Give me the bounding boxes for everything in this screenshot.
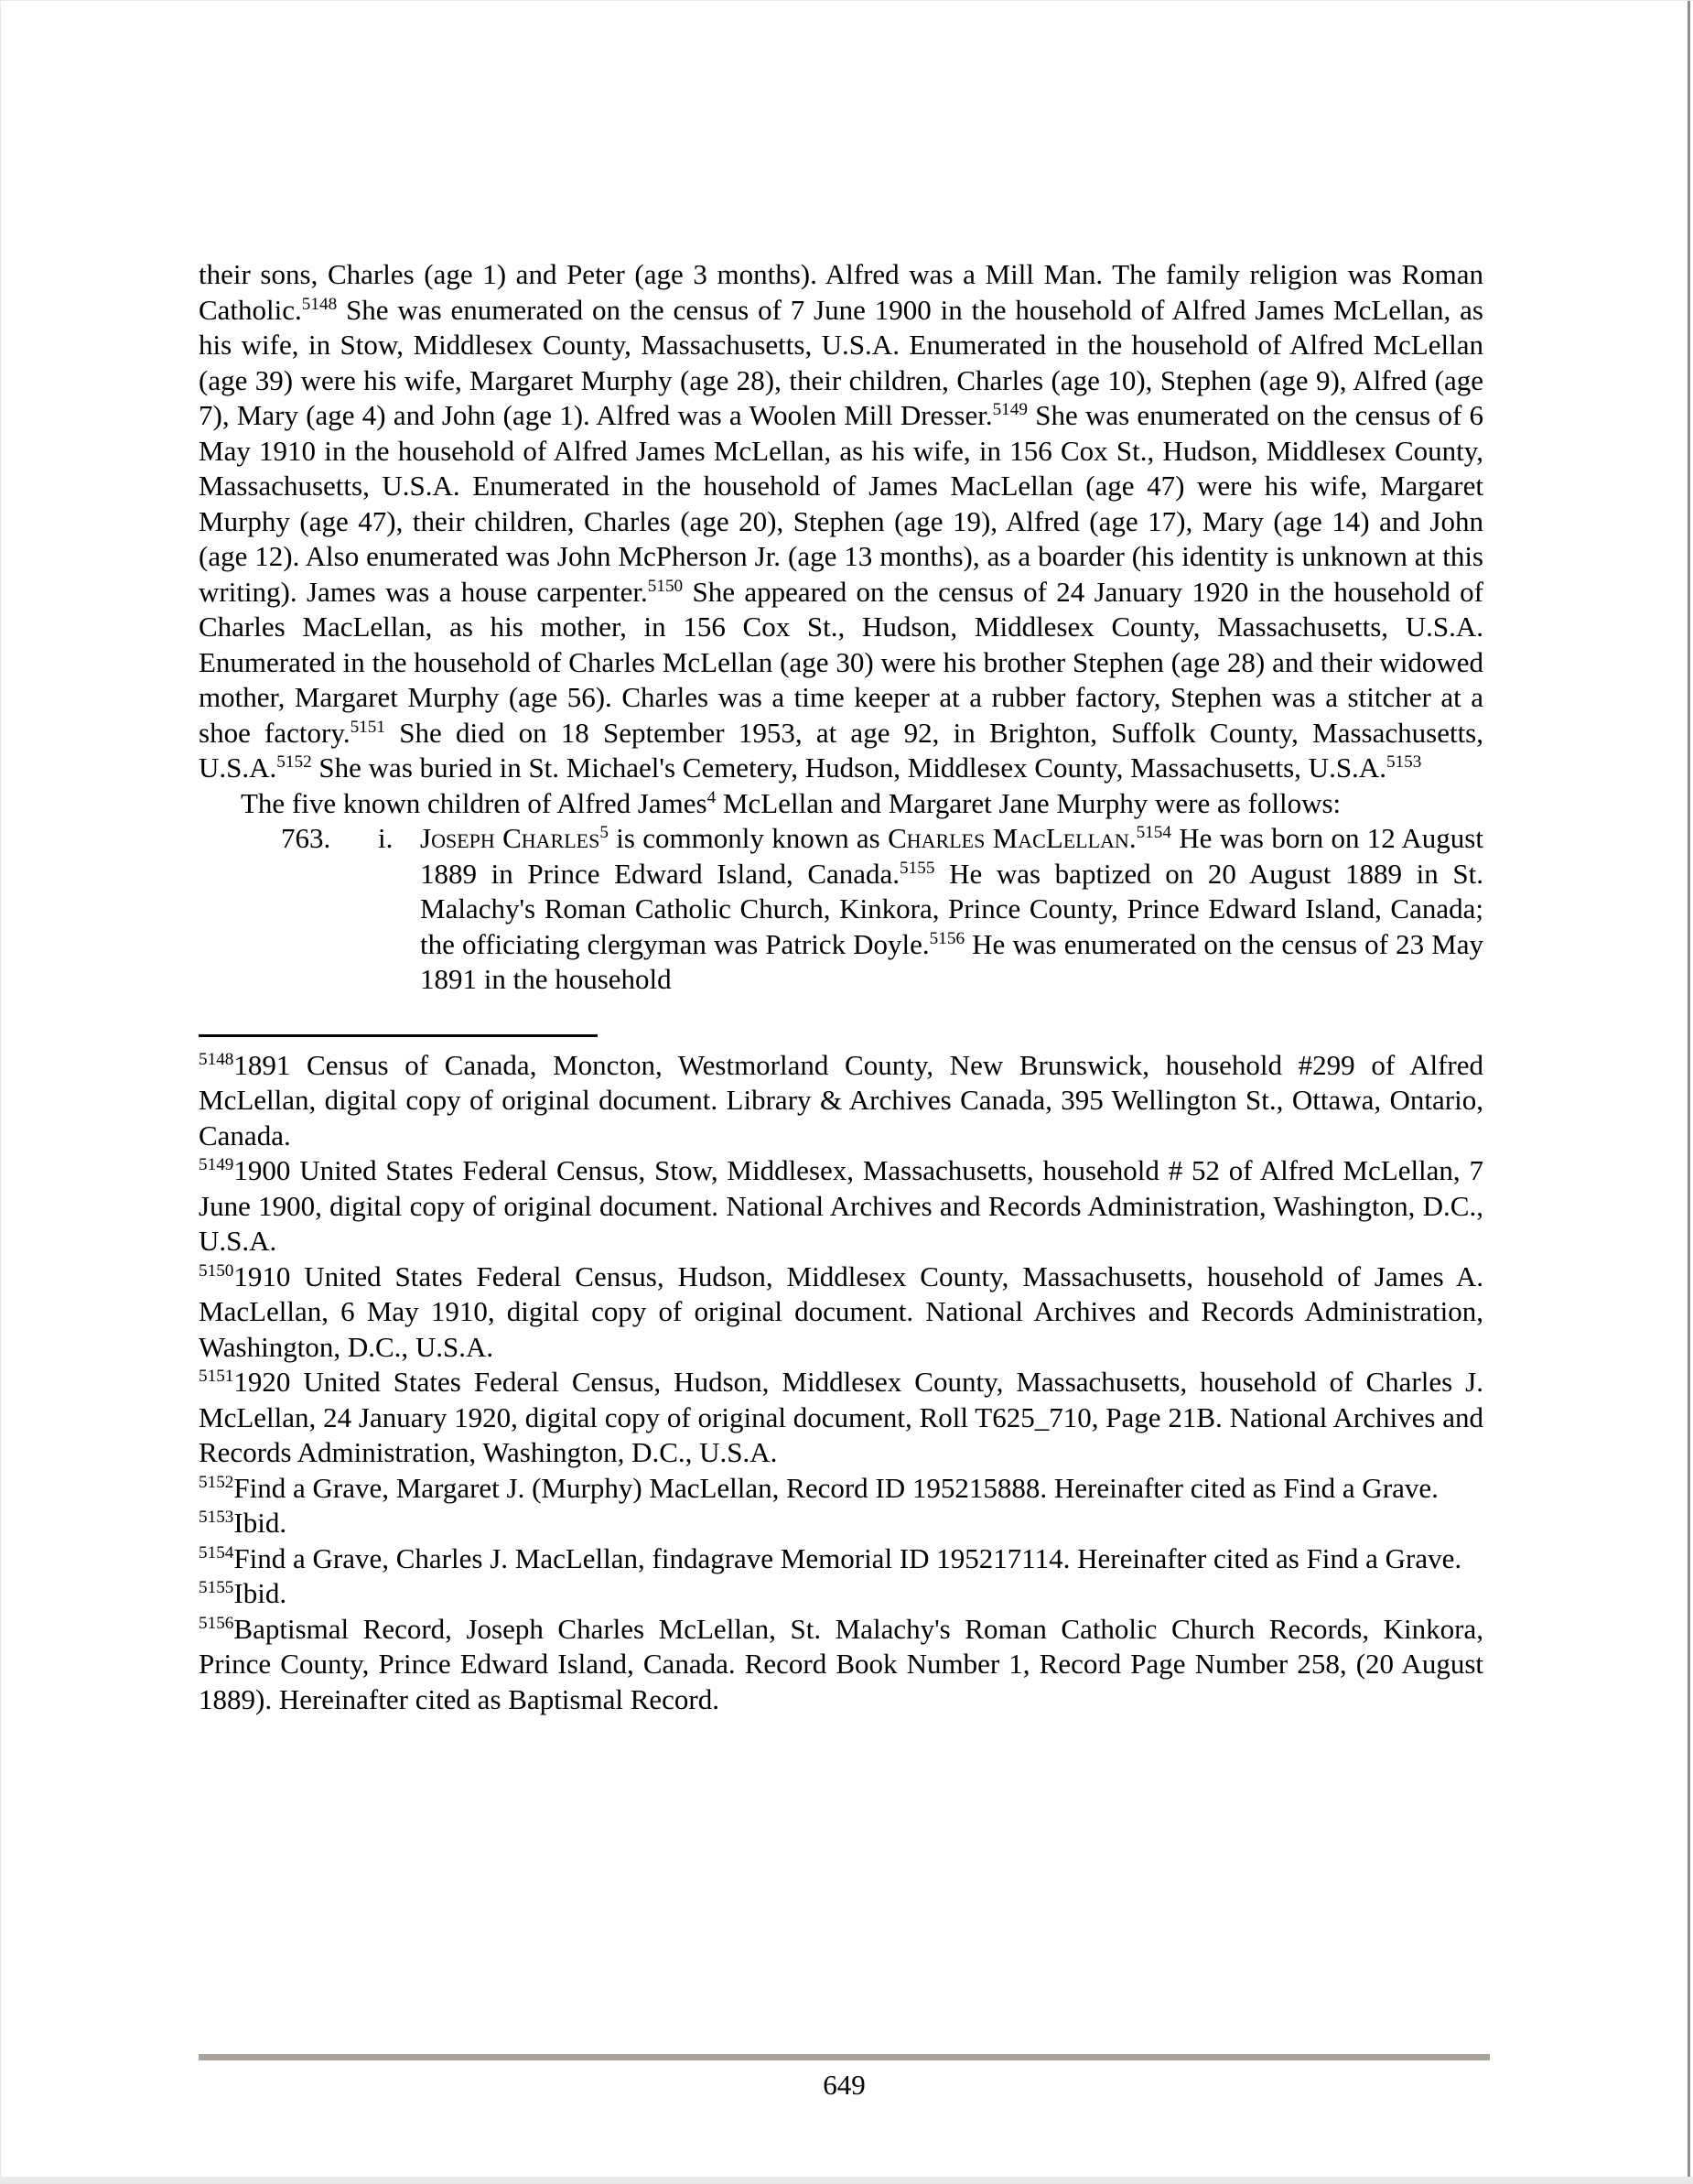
footnote-item xyxy=(199,1506,1483,1541)
footnote-item xyxy=(199,1153,1483,1260)
footnote-item xyxy=(199,1048,1483,1154)
page-right-edge-line xyxy=(1688,1,1690,2177)
footnote-number: 5154 xyxy=(199,1542,234,1562)
footnote-text: Baptismal Record, Joseph Charles McLellan, St. Malachy's Roman Catholic Church Records, Kinkora, Prince County, Prince Edward Island, Canada. Record Book Number 1, Record Page Number 258, (20 August 1889). Hereinafter cited as Baptismal Record. xyxy=(199,1612,1483,1715)
children-intro-paragraph: The five known children of Alfred James$^4$ McLellan and Margaret Jane Murphy were as follows: xyxy=(241,786,1342,819)
footnote-text: 1900 United States Federal Census, Stow, Middlesex, Massachusetts, household # 52 of Alfred McLellan, 7 June 1900, digital copy of original document. National Archives and Records Administration, Washington, D.C., U.S.A. xyxy=(199,1154,1483,1257)
footnote-item xyxy=(199,1260,1483,1366)
footnote-item xyxy=(199,1541,1483,1577)
footnote-number: 5156 xyxy=(199,1613,234,1633)
text-body xyxy=(199,257,1483,1717)
footnote-text: Find a Grave, Margaret J. (Murphy) MacLellan, Record ID 195215888. Hereinafter cited as Find a Grave. xyxy=(233,1471,1439,1504)
footnote-text: Ibid. xyxy=(233,1577,287,1609)
footnote-item xyxy=(199,1365,1483,1471)
footnote-text: 1920 United States Federal Census, Hudson, Middlesex County, Massachusetts, household of Charles J. McLellan, 24 January 1920, digital copy of original document, Roll T625_710, Page 21B. National Archives and Records Administration, Washington, D.C., U.S.A. xyxy=(199,1366,1483,1468)
body-paragraph: their sons, Charles (age 1) and Peter (age 3 months). Alfred was a Mill Man. The family religion was Roman Catholic.$^{5148}$ She was enumerated on the census of 7 June 1900 in the household of Alfred James McLellan, as his wife, in Stow, Middlesex County, Massachusetts, U.S.A. Enumerated in the household of Alfred McLellan (age 39) were his wife, Margaret Murphy (age 28), their children, Charles (age 10), Stephen (age 9), Alfred (age 7), Mary (age 4) and John (age 1). Alfred was a Woolen Mill Dresser.$^{5149}$ She was enumerated on the census of 6 May 1910 in the household of Alfred James McLellan, as his wife, in 156 Cox St., Hudson, Middlesex County, Massachusetts, U.S.A. Enumerated in the household of James MacLellan (age 47) were his wife, Margaret Murphy (age 47), their children, Charles (age 20), Stephen (age 19), Alfred (age 17), Mary (age 14) and John (age 12). Also enumerated was John McPherson Jr. (age 13 months), as a boarder (his identity is unknown at this writing). James was a house carpenter.$^{5150}$ She appeared on the census of 24 January 1920 in the household of Charles MacLellan, as his mother, in 156 Cox St., Hudson, Middlesex County, Massachusetts, U.S.A. Enumerated in the household of Charles McLellan (age 30) were his brother Stephen (age 28) and their widowed mother, Margaret Murphy (age 56). Charles was a time keeper at a rubber factory, Stephen was a stitcher at a shoe factory.$^{5151}$ She died on 18 September 1953, at age 92, in Brighton, Suffolk County, Massachusetts, U.S.A.$^{5152}$ She was buried in St. Michael's Cemetery, Hudson, Middlesex County, Massachusetts, U.S.A.$^{5153}$ xyxy=(199,258,1484,784)
footnote-number: 5155 xyxy=(199,1578,234,1598)
child-entry xyxy=(199,821,1483,998)
footnote-list xyxy=(199,1048,1483,1718)
page-number: 649 xyxy=(823,2069,866,2101)
child-roman-numeral: i. xyxy=(378,822,394,854)
footnote-number: 5148 xyxy=(199,1049,234,1069)
footnote-text: 1891 Census of Canada, Moncton, Westmorland County, New Brunswick, household #299 of Alfred McLellan, digital copy of original document. Library & Archives Canada, 395 Wellington St., Ottawa, Ontario, Canada. xyxy=(199,1048,1483,1151)
page-footer xyxy=(199,2054,1490,2103)
viewport-bottom-strip xyxy=(1,2177,1693,2184)
footnote-item xyxy=(199,1471,1483,1507)
footnote-text: Find a Grave, Charles J. MacLellan, findagrave Memorial ID 195217114. Hereinafter cited as Find a Grave. xyxy=(233,1541,1462,1574)
footnote-text: 1910 United States Federal Census, Hudson, Middlesex County, Massachusetts, household of James A. MacLellan, 6 May 1910, digital copy of original document. National Archives and Records Administration, Washington, D.C., U.S.A. xyxy=(199,1260,1483,1363)
footnote-text: Ibid. xyxy=(233,1507,287,1539)
child-text: Joseph Charles$^5$ is commonly known as Charles MacLellan.$^{5154}$ He was born on 12 August 1889 in Prince Edward Island, Canada.$^{5155}$ He was baptized on 20 August 1889 in St. Malachy's Roman Catholic Church, Kinkora, Prince County, Prince Edward Island, Canada; the officiating clergyman was Patrick Doyle.$^{5156}$ He was enumerated on the census of 23 May 1891 in the household xyxy=(420,822,1483,995)
footnote-item xyxy=(199,1612,1483,1718)
footnote-number: 5151 xyxy=(199,1367,234,1387)
footnote-number: 5149 xyxy=(199,1155,234,1175)
footnote-number: 5150 xyxy=(199,1260,234,1281)
footnote-number: 5152 xyxy=(199,1472,234,1492)
child-number: 763. xyxy=(281,822,331,854)
footnote-separator xyxy=(199,1034,598,1037)
footnote-item xyxy=(199,1576,1483,1612)
footnote-number: 5153 xyxy=(199,1508,234,1528)
